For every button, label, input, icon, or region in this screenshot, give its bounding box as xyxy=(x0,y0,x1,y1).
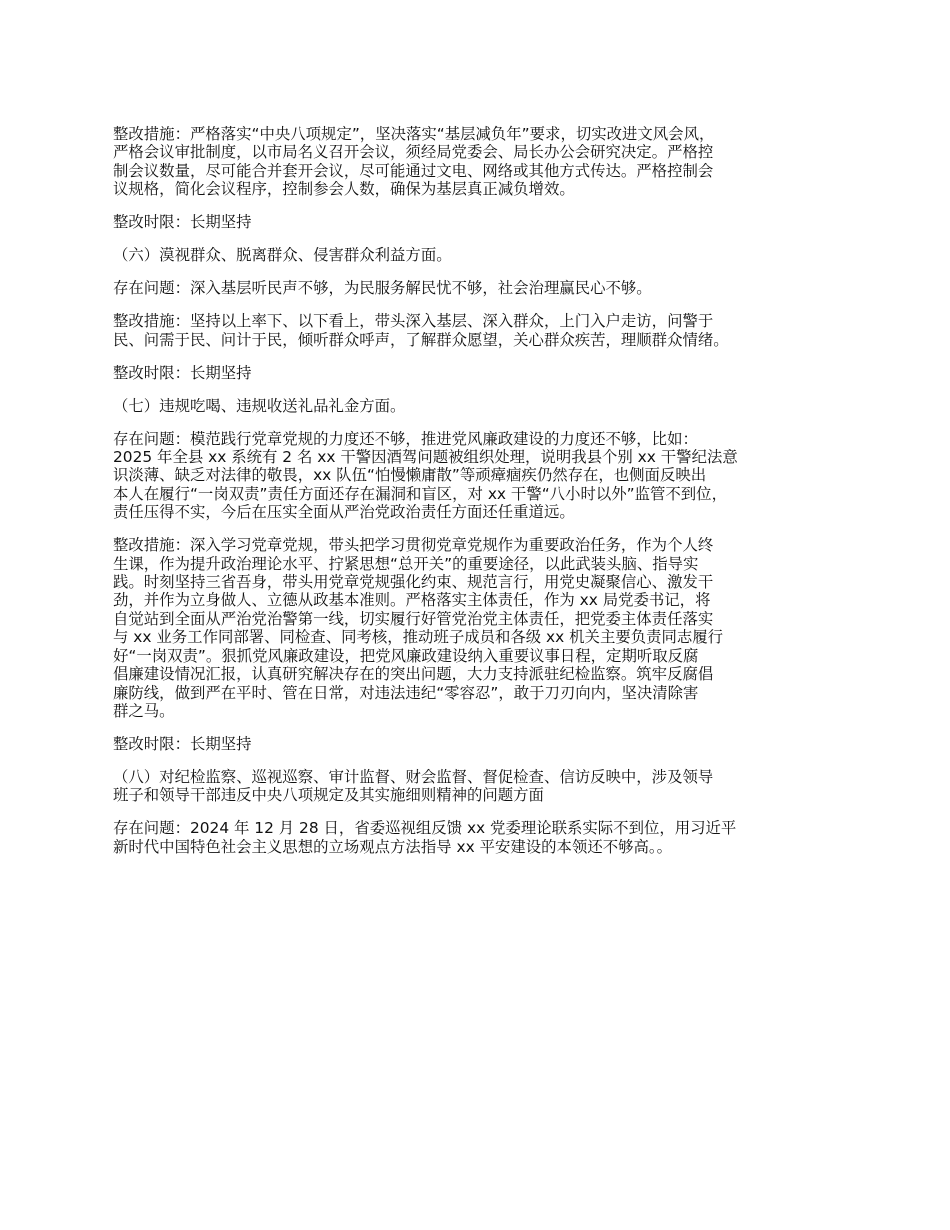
text-line: 识淡薄、缺乏对法律的敬畏，xx 队伍“怕慢懒庸散”等顽瘴痼疾仍然存在，也侧面反映出 xyxy=(113,466,707,485)
text-line: 严格会议审批制度，以市局名义召开会议，须经局党委会、局长办公会研究决定。严格控 xyxy=(113,143,714,162)
section-heading-7 xyxy=(113,397,853,415)
paragraph-measures xyxy=(113,312,853,349)
paragraph-deadline xyxy=(113,735,853,753)
text-line: （六）漠视群众、脱离群众、侵害群众利益方面。 xyxy=(113,246,452,265)
text-line: 新时代中国特色社会主义思想的立场观点方法指导 xx 平安建设的本领还不够高。。 xyxy=(113,837,672,856)
text-line: 整改措施：严格落实“中央八项规定”，坚决落实“基层减负年”要求，切实改进文风会风， xyxy=(113,125,715,143)
text-line: 责任压得不实，今后在压实全面从严治党政治责任方面还任重道远。 xyxy=(113,503,575,522)
paragraph-measures xyxy=(113,536,853,720)
text-line: 好“一岗双责”。狠抓党风廉政建设，把党风廉政建设纳入重要议事日程，定期听取反腐 xyxy=(113,646,699,665)
paragraph-problem xyxy=(113,279,853,297)
text-line: 2025 年全县 xx 系统有 2 名 xx 干警因酒驾问题被组织处理，说明我县个别 xx 干警纪法意 xyxy=(113,448,738,467)
section-heading-8 xyxy=(113,768,853,805)
text-line: 生课，作为提升政治理论水平、拧紧思想“总开关”的重要途径，以此武装头脑、指导实 xyxy=(113,554,699,573)
text-line: 整改时限：长期坚持 xyxy=(113,213,252,232)
document-page xyxy=(113,125,853,871)
text-line: （七）违规吃喝、违规收送礼品礼金方面。 xyxy=(113,396,406,415)
text-line: 班子和领导干部违反中央八项规定及其实施细则精神的问题方面 xyxy=(113,786,544,805)
text-line: 民、问需于民、问计于民，倾听群众呼声，了解群众愿望，关心群众疾苦，理顺群众情绪。 xyxy=(113,330,729,349)
text-line: 存在问题：模范践行党章党规的力度还不够，推进党风廉政建设的力度还不够，比如： xyxy=(113,429,698,448)
text-line: 倡廉建设情况汇报，认真研究解决存在的突出问题，大力支持派驻纪检监察。筑牢反腐倡 xyxy=(113,665,714,684)
text-line: 与 xx 业务工作同部署、同检查、同考核，推动班子成员和各级 xx 机关主要负责同志履行 xyxy=(113,628,724,647)
paragraph-problem xyxy=(113,819,853,856)
text-line: 廉防线，做到严在平时、管在日常，对违法违纪“零容忍”，敢于刀刃向内，坚决清除害 xyxy=(113,683,699,702)
text-line: 自觉站到全面从严治党治警第一线，切实履行好管党治党主体责任，把党委主体责任落实 xyxy=(113,609,714,628)
text-line: 整改措施：深入学习党章党规，带头把学习贯彻党章党规作为重要政治任务，作为个人终 xyxy=(113,536,714,555)
paragraph-problem xyxy=(113,430,853,522)
text-line: 践。时刻坚持三省吾身，带头用党章党规强化约束、规范言行，用党史凝聚信心、激发干 xyxy=(113,573,714,592)
text-line: 存在问题：2024 年 12 月 28 日，省委巡视组反馈 xx 党委理论联系实际不到位，用习近平 xyxy=(113,819,737,838)
text-line: 议规格，简化会议程序，控制参会人数，确保为基层真正减负增效。 xyxy=(113,180,575,199)
paragraph-measures-meetings xyxy=(113,125,853,199)
text-line: 群之马。 xyxy=(113,701,175,720)
text-line: 存在问题：深入基层听民声不够，为民服务解民忧不够，社会治理赢民心不够。 xyxy=(113,279,652,298)
text-line: 整改时限：长期坚持 xyxy=(113,363,252,382)
text-line: 劲，并作为立身做人、立德从政基本准则。严格落实主体责任，作为 xx 局党委书记，将 xyxy=(113,591,711,610)
text-line: 整改时限：长期坚持 xyxy=(113,734,252,753)
text-line: 本人在履行“一岗双责”责任方面还存在漏洞和盲区，对 xx 干警“八小时以外”监管不到位， xyxy=(113,484,727,503)
paragraph-deadline xyxy=(113,213,853,231)
text-line: 制会议数量，尽可能合并套开会议，尽可能通过文电、网络或其他方式传达。严格控制会 xyxy=(113,161,714,180)
text-line: 整改措施：坚持以上率下、以下看上，带头深入基层、深入群众，上门入户走访，问警于 xyxy=(113,312,714,331)
text-line: （八）对纪检监察、巡视巡察、审计监督、财会监督、督促检查、信访反映中，涉及领导 xyxy=(113,767,714,786)
section-heading-6 xyxy=(113,246,853,264)
paragraph-deadline xyxy=(113,364,853,382)
